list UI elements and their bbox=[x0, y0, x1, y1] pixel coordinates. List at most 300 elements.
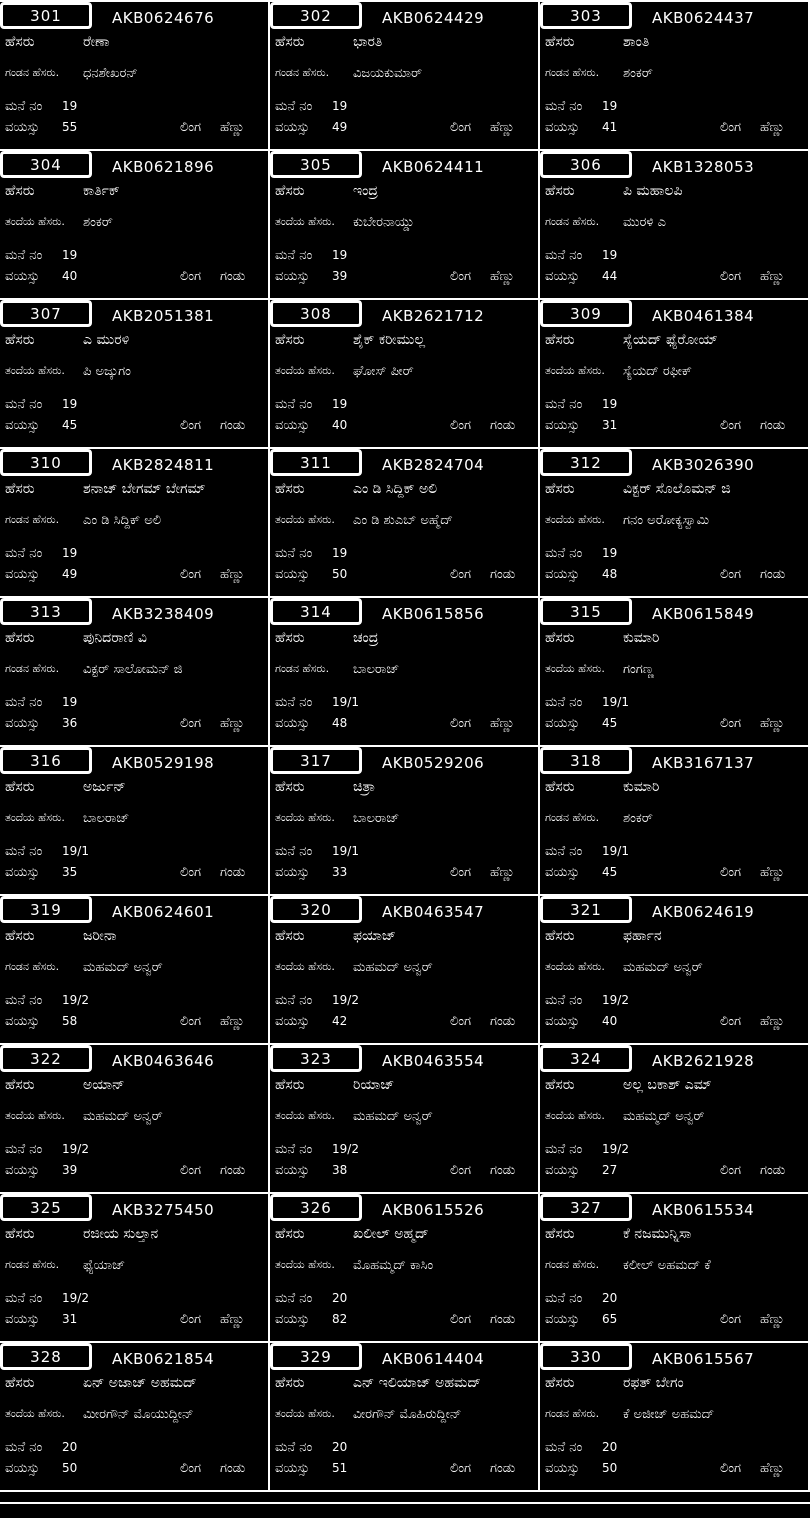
name-value: ಎಂ ಡಿ ಸಿದ್ದಿಕ್ ಅಲಿ bbox=[353, 481, 438, 497]
house-no-value: 19/1 bbox=[332, 844, 359, 858]
name-label: ಹೆಸರು bbox=[275, 183, 305, 199]
name-row bbox=[270, 34, 538, 52]
relation-label: ಗಂಡನ ಹೆಸರು. bbox=[545, 1258, 600, 1271]
age-label: ವಯಸ್ಸು bbox=[275, 1014, 310, 1029]
name-value: ಏನ್ ಅಜಾಜ್ ಅಹಮದ್ bbox=[83, 1375, 197, 1391]
name-value: ಶಾಂತಿ bbox=[623, 34, 650, 50]
age-value: 49 bbox=[62, 567, 78, 581]
age-value: 36 bbox=[62, 716, 78, 730]
house-number-row bbox=[540, 248, 808, 266]
gender-value: ಹೆಣ್ಣು bbox=[760, 1461, 785, 1476]
name-row bbox=[270, 630, 538, 648]
epic-id: AKB0624619 bbox=[652, 903, 755, 921]
epic-id: AKB0624437 bbox=[652, 9, 755, 27]
name-label: ಹೆಸರು bbox=[545, 1375, 575, 1391]
relation-label: ಗಂಡನ ಹೆಸರು. bbox=[5, 513, 60, 526]
epic-id: AKB3275450 bbox=[112, 1201, 215, 1219]
serial-number-box bbox=[0, 2, 92, 29]
relative-row bbox=[270, 66, 538, 84]
house-no-value: 19/1 bbox=[602, 695, 629, 709]
relative-row bbox=[0, 364, 268, 382]
voter-card bbox=[538, 745, 808, 894]
name-label: ಹೆಸರು bbox=[275, 1226, 305, 1242]
relation-label: ತಂದೆಯ ಹೆಸರು. bbox=[275, 1109, 335, 1122]
serial-number-box bbox=[0, 1194, 92, 1221]
serial-number: 315 bbox=[570, 602, 602, 621]
gender-label: ಲಿಂಗ bbox=[450, 269, 472, 284]
voter-card bbox=[268, 596, 538, 745]
serial-number: 311 bbox=[300, 453, 332, 472]
house-number-row bbox=[270, 1440, 538, 1458]
relative-name-value: ಶಂಕರ್ bbox=[623, 66, 653, 81]
relative-row bbox=[0, 513, 268, 531]
house-no-value: 19 bbox=[62, 546, 78, 560]
gender-label: ಲಿಂಗ bbox=[450, 1163, 472, 1178]
house-no-value: 20 bbox=[602, 1440, 618, 1454]
name-row bbox=[540, 332, 808, 350]
age-gender-row bbox=[270, 1014, 538, 1032]
serial-number: 312 bbox=[570, 453, 602, 472]
name-row bbox=[270, 481, 538, 499]
gender-value: ಹೆಣ್ಣು bbox=[490, 120, 515, 135]
serial-number-box bbox=[540, 151, 632, 178]
gender-label: ಲಿಂಗ bbox=[180, 269, 202, 284]
relative-row bbox=[0, 811, 268, 829]
house-number-row bbox=[270, 397, 538, 415]
serial-number-box bbox=[270, 449, 362, 476]
gender-value: ಹೆಣ್ಣು bbox=[490, 716, 515, 731]
name-row bbox=[270, 928, 538, 946]
age-value: 27 bbox=[602, 1163, 618, 1177]
serial-number: 318 bbox=[570, 751, 602, 770]
relative-row bbox=[270, 513, 538, 531]
relation-label: ತಂದೆಯ ಹೆಸರು. bbox=[275, 364, 335, 377]
gender-value: ಗಂಡು bbox=[220, 1461, 246, 1476]
house-no-label: ಮನೆ ನಂ bbox=[5, 546, 43, 561]
age-label: ವಯಸ್ಸು bbox=[275, 418, 310, 433]
age-gender-row bbox=[540, 865, 808, 883]
name-value: ರಿಯಾಜ್ bbox=[353, 1077, 395, 1093]
age-label: ವಯಸ್ಸು bbox=[275, 716, 310, 731]
relative-name-value: ಎಂ ಡಿ ಶುಎಬ್ ಅಹ್ಮೆದ್ bbox=[353, 513, 453, 528]
relative-name-value: ಸ್ಯೆಯದ್ ರಫೀಕ್ bbox=[623, 364, 692, 379]
age-gender-row bbox=[0, 865, 268, 883]
relation-label: ತಂದೆಯ ಹೆಸರು. bbox=[275, 513, 335, 526]
gender-value: ಗಂಡು bbox=[490, 1461, 516, 1476]
relation-label: ತಂದೆಯ ಹೆಸರು. bbox=[275, 811, 335, 824]
serial-number: 316 bbox=[30, 751, 62, 770]
name-label: ಹೆಸರು bbox=[545, 779, 575, 795]
epic-id: AKB0621854 bbox=[112, 1350, 215, 1368]
name-label: ಹೆಸರು bbox=[545, 1226, 575, 1242]
name-value: ಫರ್ಹಾನ bbox=[623, 928, 662, 944]
relative-row bbox=[0, 960, 268, 978]
age-gender-row bbox=[270, 269, 538, 287]
serial-number-box bbox=[540, 300, 632, 327]
house-no-value: 20 bbox=[602, 1291, 618, 1305]
relative-row bbox=[540, 960, 808, 978]
relative-name-value: ಮುರಳಿ ಎ bbox=[623, 215, 666, 230]
house-number-row bbox=[0, 546, 268, 564]
voter-card bbox=[0, 596, 268, 745]
relative-row bbox=[0, 1258, 268, 1276]
epic-id: AKB0615849 bbox=[652, 605, 755, 623]
serial-number: 319 bbox=[30, 900, 62, 919]
age-value: 58 bbox=[62, 1014, 78, 1028]
age-value: 41 bbox=[602, 120, 618, 134]
relative-name-value: ಮಹಮದ್ ಅನ್ವರ್ bbox=[623, 960, 703, 975]
serial-number: 328 bbox=[30, 1347, 62, 1366]
name-row bbox=[540, 1226, 808, 1244]
epic-id: AKB0624601 bbox=[112, 903, 215, 921]
serial-number-box bbox=[540, 896, 632, 923]
gender-label: ಲಿಂಗ bbox=[720, 418, 742, 433]
house-number-row bbox=[270, 248, 538, 266]
relative-name-value: ಕೆ ಅಜೀಜ್ ಅಹಮದ್ bbox=[623, 1407, 715, 1422]
house-no-label: ಮನೆ ನಂ bbox=[545, 1291, 583, 1306]
house-number-row bbox=[0, 695, 268, 713]
house-no-label: ಮನೆ ನಂ bbox=[545, 397, 583, 412]
age-gender-row bbox=[270, 865, 538, 883]
serial-number-box bbox=[270, 300, 362, 327]
age-gender-row bbox=[270, 567, 538, 585]
relative-name-value: ಫ್ಯೆಯಾಜ್ bbox=[83, 1258, 126, 1273]
serial-number: 301 bbox=[30, 6, 62, 25]
relative-row bbox=[270, 811, 538, 829]
age-value: 50 bbox=[332, 567, 348, 581]
name-label: ಹೆಸರು bbox=[275, 34, 305, 50]
name-label: ಹೆಸರು bbox=[5, 332, 35, 348]
house-number-row bbox=[270, 1291, 538, 1309]
house-no-value: 19 bbox=[62, 397, 78, 411]
name-value: ಸ್ಯೆಯದ್ ಫ್ಯೆರೋಯ್ bbox=[623, 332, 718, 348]
house-no-label: ಮನೆ ನಂ bbox=[545, 99, 583, 114]
age-value: 42 bbox=[332, 1014, 348, 1028]
epic-id: AKB0615856 bbox=[382, 605, 485, 623]
serial-number-box bbox=[0, 151, 92, 178]
name-value: ವಿಕ್ಟರ್ ಸೊಲೊಮನ್ ಜಿ bbox=[623, 481, 731, 497]
name-label: ಹೆಸರು bbox=[5, 1077, 35, 1093]
name-value: ಚಂದ್ರ bbox=[353, 630, 379, 646]
gender-label: ಲಿಂಗ bbox=[720, 1312, 742, 1327]
name-row bbox=[270, 779, 538, 797]
serial-number-box bbox=[0, 896, 92, 923]
name-row bbox=[540, 928, 808, 946]
house-no-label: ಮನೆ ನಂ bbox=[275, 546, 313, 561]
relation-label: ಗಂಡನ ಹೆಸರು. bbox=[545, 215, 600, 228]
age-label: ವಯಸ್ಸು bbox=[5, 1461, 40, 1476]
serial-number-box bbox=[270, 1343, 362, 1370]
relative-name-value: ಮೊಹಮ್ಮದ್ ಕಾಸಿಂ bbox=[353, 1258, 434, 1273]
house-no-label: ಮನೆ ನಂ bbox=[275, 1440, 313, 1455]
age-gender-row bbox=[270, 1312, 538, 1330]
voter-card bbox=[538, 894, 808, 1043]
age-value: 35 bbox=[62, 865, 78, 879]
gender-label: ಲಿಂಗ bbox=[450, 865, 472, 880]
age-value: 33 bbox=[332, 865, 348, 879]
house-number-row bbox=[270, 546, 538, 564]
name-label: ಹೆಸರು bbox=[545, 928, 575, 944]
gender-label: ಲಿಂಗ bbox=[450, 1461, 472, 1476]
name-value: ಇಂದ್ರ bbox=[353, 183, 378, 199]
relative-row bbox=[540, 364, 808, 382]
relative-row bbox=[270, 1258, 538, 1276]
voter-card bbox=[0, 894, 268, 1043]
voter-card bbox=[268, 894, 538, 1043]
house-no-label: ಮನೆ ನಂ bbox=[275, 248, 313, 263]
relative-name-value: ವೀರಗೌನ್ ಮೊಹಿರುದ್ದೀನ್ bbox=[353, 1407, 462, 1422]
gender-label: ಲಿಂಗ bbox=[450, 418, 472, 433]
house-number-row bbox=[540, 1440, 808, 1458]
voter-card bbox=[538, 447, 808, 596]
serial-number: 306 bbox=[570, 155, 602, 174]
relation-label: ತಂದೆಯ ಹೆಸರು. bbox=[545, 513, 605, 526]
house-no-label: ಮನೆ ನಂ bbox=[545, 1142, 583, 1157]
relation-label: ತಂದೆಯ ಹೆಸರು. bbox=[275, 960, 335, 973]
relative-row bbox=[540, 1407, 808, 1425]
serial-number: 307 bbox=[30, 304, 62, 323]
relative-row bbox=[540, 215, 808, 233]
name-label: ಹೆಸರು bbox=[545, 481, 575, 497]
gender-label: ಲಿಂಗ bbox=[450, 1014, 472, 1029]
gender-value: ಹೆಣ್ಣು bbox=[760, 1312, 785, 1327]
age-gender-row bbox=[0, 1461, 268, 1479]
house-number-row bbox=[540, 993, 808, 1011]
age-gender-row bbox=[0, 1312, 268, 1330]
voter-card bbox=[268, 1192, 538, 1341]
voter-card bbox=[538, 1341, 808, 1490]
name-label: ಹೆಸರು bbox=[275, 928, 305, 944]
name-label: ಹೆಸರು bbox=[5, 1226, 35, 1242]
age-label: ವಯಸ್ಸು bbox=[545, 1014, 580, 1029]
serial-number: 330 bbox=[570, 1347, 602, 1366]
house-no-label: ಮನೆ ನಂ bbox=[545, 993, 583, 1008]
name-value: ಕುಮಾರಿ bbox=[623, 630, 660, 646]
gender-value: ಗಂಡು bbox=[490, 1163, 516, 1178]
relation-label: ಗಂಡನ ಹೆಸರು. bbox=[5, 960, 60, 973]
gender-label: ಲಿಂಗ bbox=[180, 567, 202, 582]
voter-card bbox=[538, 1043, 808, 1192]
serial-number-box bbox=[540, 1194, 632, 1221]
age-label: ವಯಸ್ಸು bbox=[5, 716, 40, 731]
name-value: ಪಿ ಮಹಾಲಪಿ bbox=[623, 183, 683, 199]
gender-value: ಹೆಣ್ಣು bbox=[760, 120, 785, 135]
house-no-label: ಮನೆ ನಂ bbox=[275, 844, 313, 859]
gender-value: ಗಂಡು bbox=[760, 1163, 786, 1178]
epic-id: AKB0621896 bbox=[112, 158, 215, 176]
age-label: ವಯಸ್ಸು bbox=[275, 1312, 310, 1327]
voter-card bbox=[268, 745, 538, 894]
name-row bbox=[270, 1077, 538, 1095]
age-gender-row bbox=[540, 1014, 808, 1032]
serial-number-box bbox=[0, 300, 92, 327]
name-row bbox=[540, 34, 808, 52]
name-label: ಹೆಸರು bbox=[545, 332, 575, 348]
serial-number-box bbox=[270, 747, 362, 774]
age-value: 31 bbox=[602, 418, 618, 432]
gender-value: ಗಂಡು bbox=[220, 269, 246, 284]
gender-label: ಲಿಂಗ bbox=[450, 716, 472, 731]
age-label: ವಯಸ್ಸು bbox=[5, 418, 40, 433]
gender-value: ಹೆಣ್ಣು bbox=[490, 865, 515, 880]
house-no-label: ಮನೆ ನಂ bbox=[5, 99, 43, 114]
serial-number-box bbox=[270, 2, 362, 29]
serial-number-box bbox=[0, 1045, 92, 1072]
age-value: 40 bbox=[332, 418, 348, 432]
epic-id: AKB0614404 bbox=[382, 1350, 485, 1368]
house-number-row bbox=[0, 1291, 268, 1309]
house-no-label: ಮನೆ ನಂ bbox=[545, 1440, 583, 1455]
relative-row bbox=[0, 215, 268, 233]
serial-number: 324 bbox=[570, 1049, 602, 1068]
name-value: ರಫತ್ ಬೇಗಂ bbox=[623, 1375, 684, 1391]
relation-label: ಗಂಡನ ಹೆಸರು. bbox=[275, 66, 330, 79]
house-number-row bbox=[270, 993, 538, 1011]
relation-label: ತಂದೆಯ ಹೆಸರು. bbox=[5, 811, 65, 824]
house-no-value: 19 bbox=[602, 248, 618, 262]
house-no-value: 19 bbox=[332, 397, 348, 411]
relative-row bbox=[540, 1109, 808, 1127]
age-label: ವಯಸ್ಸು bbox=[275, 1461, 310, 1476]
house-number-row bbox=[270, 844, 538, 862]
gender-value: ಗಂಡು bbox=[490, 567, 516, 582]
name-value: ಪುನಿದರಾಣಿ ವಿ bbox=[83, 630, 147, 646]
name-label: ಹೆಸರು bbox=[5, 1375, 35, 1391]
serial-number: 326 bbox=[300, 1198, 332, 1217]
house-number-row bbox=[0, 1440, 268, 1458]
house-no-label: ಮನೆ ನಂ bbox=[275, 397, 313, 412]
gender-label: ಲಿಂಗ bbox=[720, 269, 742, 284]
gender-label: ಲಿಂಗ bbox=[720, 716, 742, 731]
voter-card bbox=[538, 149, 808, 298]
serial-number: 305 bbox=[300, 155, 332, 174]
voter-card bbox=[268, 298, 538, 447]
relative-name-value: ಮಹಮದ್ ಅನ್ವರ್ bbox=[353, 960, 433, 975]
gender-label: ಲಿಂಗ bbox=[720, 1461, 742, 1476]
house-number-row bbox=[0, 844, 268, 862]
gender-label: ಲಿಂಗ bbox=[450, 120, 472, 135]
voter-card bbox=[268, 1043, 538, 1192]
house-no-label: ಮನೆ ನಂ bbox=[275, 993, 313, 1008]
relative-name-value: ಶಂಕರ್ bbox=[83, 215, 113, 230]
serial-number-box bbox=[270, 1194, 362, 1221]
age-gender-row bbox=[540, 120, 808, 138]
relative-row bbox=[270, 1109, 538, 1127]
relative-name-value: ಬಾಲರಾಜ್ bbox=[353, 662, 400, 677]
serial-number: 304 bbox=[30, 155, 62, 174]
voter-card bbox=[538, 0, 808, 149]
voter-card bbox=[0, 1341, 268, 1490]
name-row bbox=[270, 183, 538, 201]
serial-number: 314 bbox=[300, 602, 332, 621]
name-value: ಭಾರತಿ bbox=[353, 34, 383, 50]
relative-name-value: ಕುಬೇರನಾಯ್ಡು bbox=[353, 215, 415, 230]
relation-label: ಗಂಡನ ಹೆಸರು. bbox=[5, 662, 60, 675]
age-value: 50 bbox=[602, 1461, 618, 1475]
name-value: ಅರ್ಜುನ್ bbox=[83, 779, 126, 795]
serial-number: 322 bbox=[30, 1049, 62, 1068]
house-no-label: ಮನೆ ನಂ bbox=[5, 1142, 43, 1157]
age-gender-row bbox=[540, 1312, 808, 1330]
serial-number-box bbox=[540, 1343, 632, 1370]
relation-label: ಗಂಡನ ಹೆಸರು. bbox=[545, 811, 600, 824]
age-label: ವಯಸ್ಸು bbox=[275, 1163, 310, 1178]
relative-name-value: ಮಹಮದ್ ಅನ್ವರ್ bbox=[353, 1109, 433, 1124]
age-value: 49 bbox=[332, 120, 348, 134]
relative-name-value: ಬಾಲರಾಜ್ bbox=[83, 811, 130, 826]
house-number-row bbox=[0, 99, 268, 117]
relative-row bbox=[540, 1258, 808, 1276]
age-gender-row bbox=[270, 716, 538, 734]
name-label: ಹೆಸರು bbox=[275, 1077, 305, 1093]
gender-value: ಹೆಣ್ಣು bbox=[760, 269, 785, 284]
age-label: ವಯಸ್ಸು bbox=[5, 120, 40, 135]
serial-number: 310 bbox=[30, 453, 62, 472]
age-value: 51 bbox=[332, 1461, 348, 1475]
name-row bbox=[0, 630, 268, 648]
epic-id: AKB0463547 bbox=[382, 903, 485, 921]
voter-card bbox=[268, 447, 538, 596]
age-label: ವಯಸ್ಸು bbox=[5, 1014, 40, 1029]
name-value: ಎ ಮುರಳಿ bbox=[83, 332, 130, 348]
house-number-row bbox=[540, 695, 808, 713]
voter-card bbox=[268, 149, 538, 298]
house-no-value: 19/2 bbox=[602, 993, 629, 1007]
serial-number-box bbox=[540, 2, 632, 29]
house-no-value: 19/1 bbox=[602, 844, 629, 858]
name-value: ಕೆ ನಜಮುನ್ನಿಸಾ bbox=[623, 1226, 692, 1242]
relative-name-value: ಮಹಮದ್ ಅನ್ವರ್ bbox=[83, 1109, 163, 1124]
relative-row bbox=[270, 1407, 538, 1425]
age-label: ವಯಸ್ಸು bbox=[545, 567, 580, 582]
gender-value: ಗಂಡು bbox=[220, 1163, 246, 1178]
gender-value: ಗಂಡು bbox=[490, 1014, 516, 1029]
relative-name-value: ಮಹಮ್ಮದ್ ಅನ್ವರ್ bbox=[623, 1109, 705, 1124]
gender-value: ಗಂಡು bbox=[760, 567, 786, 582]
epic-id: AKB2621928 bbox=[652, 1052, 755, 1070]
relative-name-value: ಕಲೀಲ್ ಅಹಮದ್ ಕೆ bbox=[623, 1258, 711, 1273]
age-gender-row bbox=[540, 269, 808, 287]
name-value: ಕಾರ್ತಿಕ್ bbox=[83, 183, 120, 199]
relative-name-value: ಬಾಲರಾಜ್ bbox=[353, 811, 400, 826]
gender-label: ಲಿಂಗ bbox=[180, 1163, 202, 1178]
age-gender-row bbox=[0, 418, 268, 436]
name-label: ಹೆಸರು bbox=[5, 34, 35, 50]
age-value: 40 bbox=[62, 269, 78, 283]
serial-number-box bbox=[270, 1045, 362, 1072]
age-gender-row bbox=[270, 418, 538, 436]
epic-id: AKB0529206 bbox=[382, 754, 485, 772]
house-no-value: 19/1 bbox=[62, 844, 89, 858]
voter-card bbox=[268, 0, 538, 149]
age-value: 45 bbox=[602, 865, 618, 879]
relation-label: ಗಂಡನ ಹೆಸರು. bbox=[545, 66, 600, 79]
voter-card bbox=[538, 298, 808, 447]
name-row bbox=[0, 1077, 268, 1095]
house-number-row bbox=[540, 546, 808, 564]
age-gender-row bbox=[540, 1163, 808, 1181]
relative-row bbox=[270, 662, 538, 680]
age-label: ವಯಸ್ಸು bbox=[275, 269, 310, 284]
name-label: ಹೆಸರು bbox=[5, 183, 35, 199]
age-value: 65 bbox=[602, 1312, 618, 1326]
voter-card bbox=[0, 447, 268, 596]
relative-name-value: ವಿಕ್ಟರ್ ಸಾಲೋಮನ್ ಜಿ bbox=[83, 662, 183, 677]
name-label: ಹೆಸರು bbox=[275, 779, 305, 795]
gender-label: ಲಿಂಗ bbox=[180, 418, 202, 433]
name-label: ಹೆಸರು bbox=[5, 481, 35, 497]
age-value: 44 bbox=[602, 269, 618, 283]
